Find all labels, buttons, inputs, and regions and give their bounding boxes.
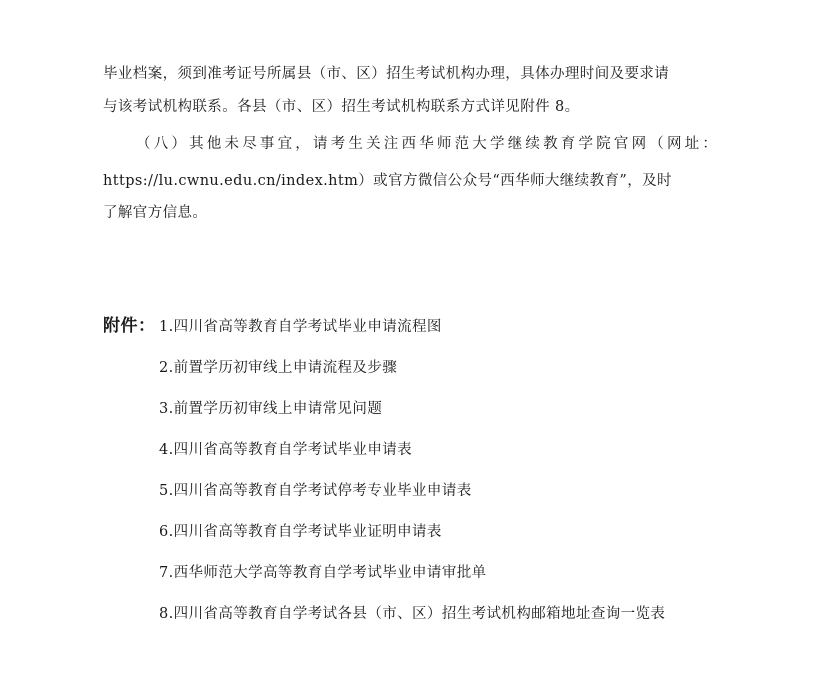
attachment-item: 6.四川省高等教育自学考试毕业证明申请表	[159, 524, 442, 540]
attachment-item: 2.前置学历初审线上申请流程及步骤	[159, 360, 398, 376]
paragraph-line-2: 与该考试机构联系。各县（市、区）招生考试机构联系方式详见附件 8。	[103, 99, 580, 115]
attachment-item: 8.四川省高等教育自学考试各县（市、区）招生考试机构邮箱地址查询一览表	[159, 606, 666, 622]
attachment-item: 3.前置学历初审线上申请常见问题	[159, 401, 383, 417]
paragraph-line-1: 毕业档案，须到准考证号所属县（市、区）招生考试机构办理，具体办理时间及要求请	[103, 66, 670, 82]
attachment-item: 1.四川省高等教育自学考试毕业申请流程图	[159, 319, 442, 335]
attachment-item: 4.四川省高等教育自学考试毕业申请表	[159, 442, 413, 458]
item-eight-line-2: https://lu.cwnu.edu.cn/index.htm）或官方微信公众号“西华师大继续教育”，及时	[103, 173, 672, 189]
item-eight-line-1: （八）其他未尽事宜，请考生关注西华师范大学继续教育学院官网（网址：	[136, 136, 721, 152]
item-eight-line-3: 了解官方信息。	[103, 205, 208, 221]
attachments-heading: 附件：	[103, 316, 156, 336]
attachments-list	[159, 317, 665, 645]
attachment-item: 7.西华师范大学高等教育自学考试毕业申请审批单	[159, 565, 487, 581]
attachment-item: 5.四川省高等教育自学考试停考专业毕业申请表	[159, 483, 472, 499]
